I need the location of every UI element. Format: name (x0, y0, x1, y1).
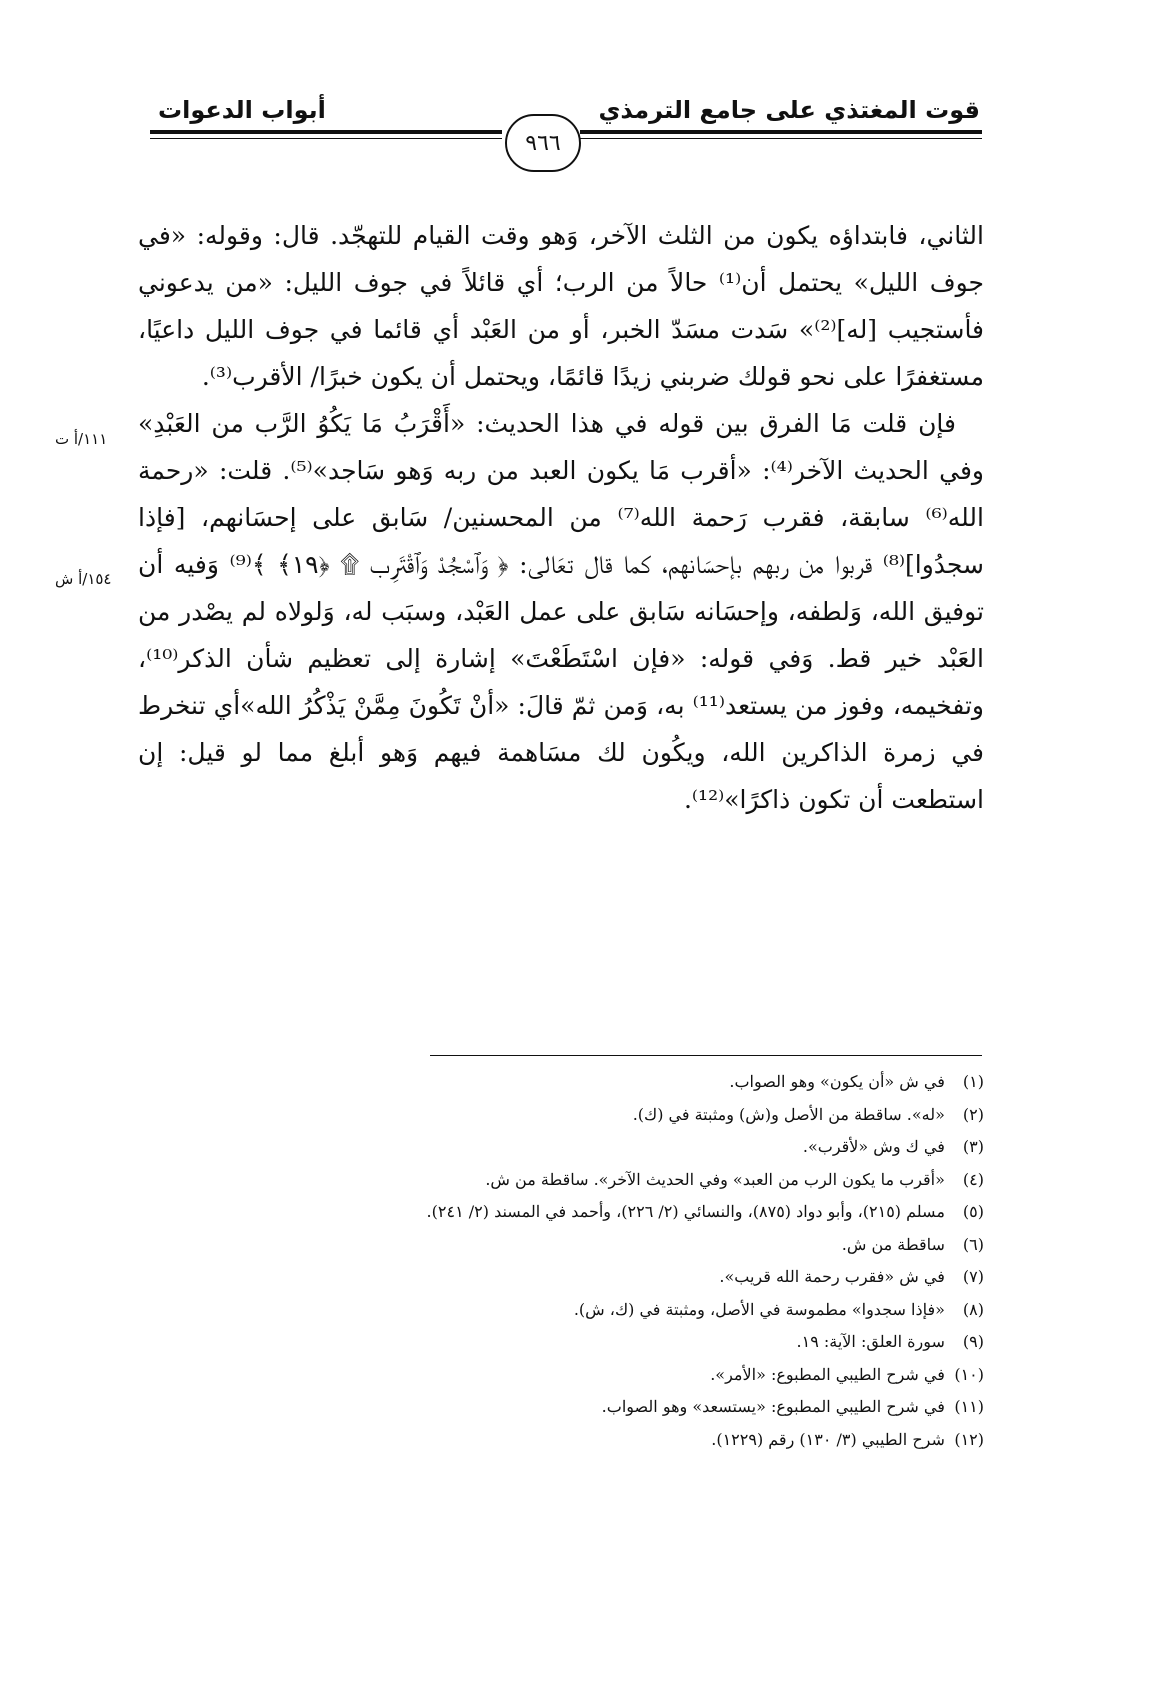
footnote-text: في شرح الطيبي المطبوع: «الأمر». (710, 1364, 945, 1384)
footnote-item (120, 1294, 984, 1327)
chapter-title: أبواب الدعوات (158, 96, 326, 124)
footnote-item (120, 1164, 984, 1197)
footnote-item (120, 1196, 984, 1229)
footnote-text: في شرح الطيبي المطبوع: «يستسعد» وهو الصواب. (601, 1397, 945, 1416)
footnote-item (120, 1359, 984, 1392)
footnote-text: سورة العلق: الآية: ١٩. (796, 1332, 945, 1351)
footnote-number: (٢) (962, 1104, 984, 1124)
footnote-number: (٣) (962, 1137, 984, 1156)
footnote-item (120, 1424, 984, 1457)
footnote-text: مسلم (٢١٥)، وأبو دواد (٨٧٥)، والنسائي (٢/ ٢٢٦)، وأحمد في المسند (٢/ ٢٤١). (426, 1202, 945, 1221)
footnote-text: «أقرب ما يكون الرب من العبد» وفي الحديث الآخر». ساقطة من ش. (485, 1169, 945, 1189)
margin-note-ms-t: ١١١/أ ت (55, 430, 108, 448)
footnote-text: «فإذا سجدوا» مطموسة في الأصل، ومثبتة في (ك، ش). (573, 1299, 945, 1319)
footnote-number: (١١) (954, 1397, 984, 1416)
footnote-item (120, 1066, 984, 1099)
header-rule-thin-right (580, 138, 982, 139)
footnote-text: شرح الطيبي (٣/ ١٣٠) رقم (١٢٢٩). (711, 1429, 945, 1449)
header-rule-thin-left (150, 138, 502, 139)
header-rule-thick-right (580, 130, 982, 134)
footnote-separator (430, 1055, 982, 1056)
paragraph-1: الثاني، فابتداؤه يكون من الثلث الآخر، وَهو وقت القيام للتهجّد. قال: وقوله: «في جوف الليل» يحتمل أن⁽¹⁾ حالاً من الرب؛ أي قائلاً في جوف الليل: «من يدعوني فأستجيب [له]⁽²⁾» سَدت مسَدّ الخبر، أو من العَبْد أي قائما في جوف الليل داعيًا، مستغفرًا على نحو قولك ضربني زيدًا قائمًا، ويحتمل أن يكون خبرًا/ الأقرب⁽³⁾. (138, 221, 985, 391)
footnote-number: (٩) (962, 1332, 984, 1351)
footnote-item (120, 1229, 984, 1262)
header-rule-thick-left (150, 130, 502, 134)
footnote-item (120, 1099, 984, 1132)
paragraph-2: فإن قلت مَا الفرق بين قوله في هذا الحديث: «أَقْرَبُ مَا يَكُوُ الرَّب من العَبْدِ» وفي الحديث الآخر⁽⁴⁾: «أقرب مَا يكون العبد من ربه وَهو سَاجد»⁽⁵⁾. قلت: «رحمة الله⁽⁶⁾ سابقة، فقرب رَحمة الله⁽⁷⁾ من المحسنين/ سَابق على إحسَانهم، [فإذا سجدُوا]⁽⁸⁾ قربوا من ربهم بإحسَانهم، كما قال تعَالى: ﴿ وَٱسْجُدْ وَٱقْتَرِب ۩ ﴿١٩﴾ ﴾⁽⁹⁾ وَفيه أن توفيق الله، وَلطفه، وإحسَانه سَابق على عمل العَبْد، وسبَب له، وَلولاه لم يصْدر من العَبْد خير قط. وَفي قوله: «فإن اسْتَطَعْتَ» إشارة إلى تعظيم شأن الذكر⁽¹⁰⁾، وتفخيمه، وفوز من يستعد⁽¹¹⁾ به، وَمن ثمّ قالَ: «أنْ تَكُونَ مِمَّنْ يَذْكُرُ الله»أي تنخرط في زمرة الذاكرين الله، ويكُون لك مسَاهمة فيهم وَهو أبلغ مما لو قيل: إن استطعت أن تكون ذاكرًا»⁽¹²⁾. (138, 409, 984, 814)
footnote-number: (٨) (962, 1299, 984, 1319)
margin-note-ms-sh: ١٥٤/أ ش (55, 570, 112, 588)
footnote-item (120, 1261, 984, 1294)
footnote-item (120, 1131, 984, 1164)
footnote-text: في ك وش «لأقرب». (802, 1137, 945, 1156)
footnote-item (120, 1326, 984, 1359)
footnotes (120, 1066, 984, 1456)
page-number: ٩٦٦ (505, 114, 581, 172)
book-title: قوت المغتذي على جامع الترمذي (598, 96, 980, 124)
footnote-number: (٦) (962, 1234, 984, 1254)
footnote-text: في ش «فقرب رحمة الله قريب». (719, 1267, 945, 1286)
footnote-text: في ش «أن يكون» وهو الصواب. (729, 1072, 945, 1091)
footnote-number: (٥) (962, 1202, 984, 1221)
footnote-number: (١) (962, 1072, 984, 1091)
footnote-item (120, 1391, 984, 1424)
footnote-number: (١٠) (954, 1364, 984, 1384)
footnote-number: (٤) (962, 1169, 984, 1189)
main-text (138, 212, 984, 823)
footnote-number: (٧) (962, 1267, 984, 1286)
footnote-text: «له». ساقطة من الأصل و(ش) ومثبتة في (ك). (632, 1104, 945, 1124)
footnote-text: ساقطة من ش. (841, 1234, 945, 1254)
footnote-number: (١٢) (954, 1429, 984, 1449)
